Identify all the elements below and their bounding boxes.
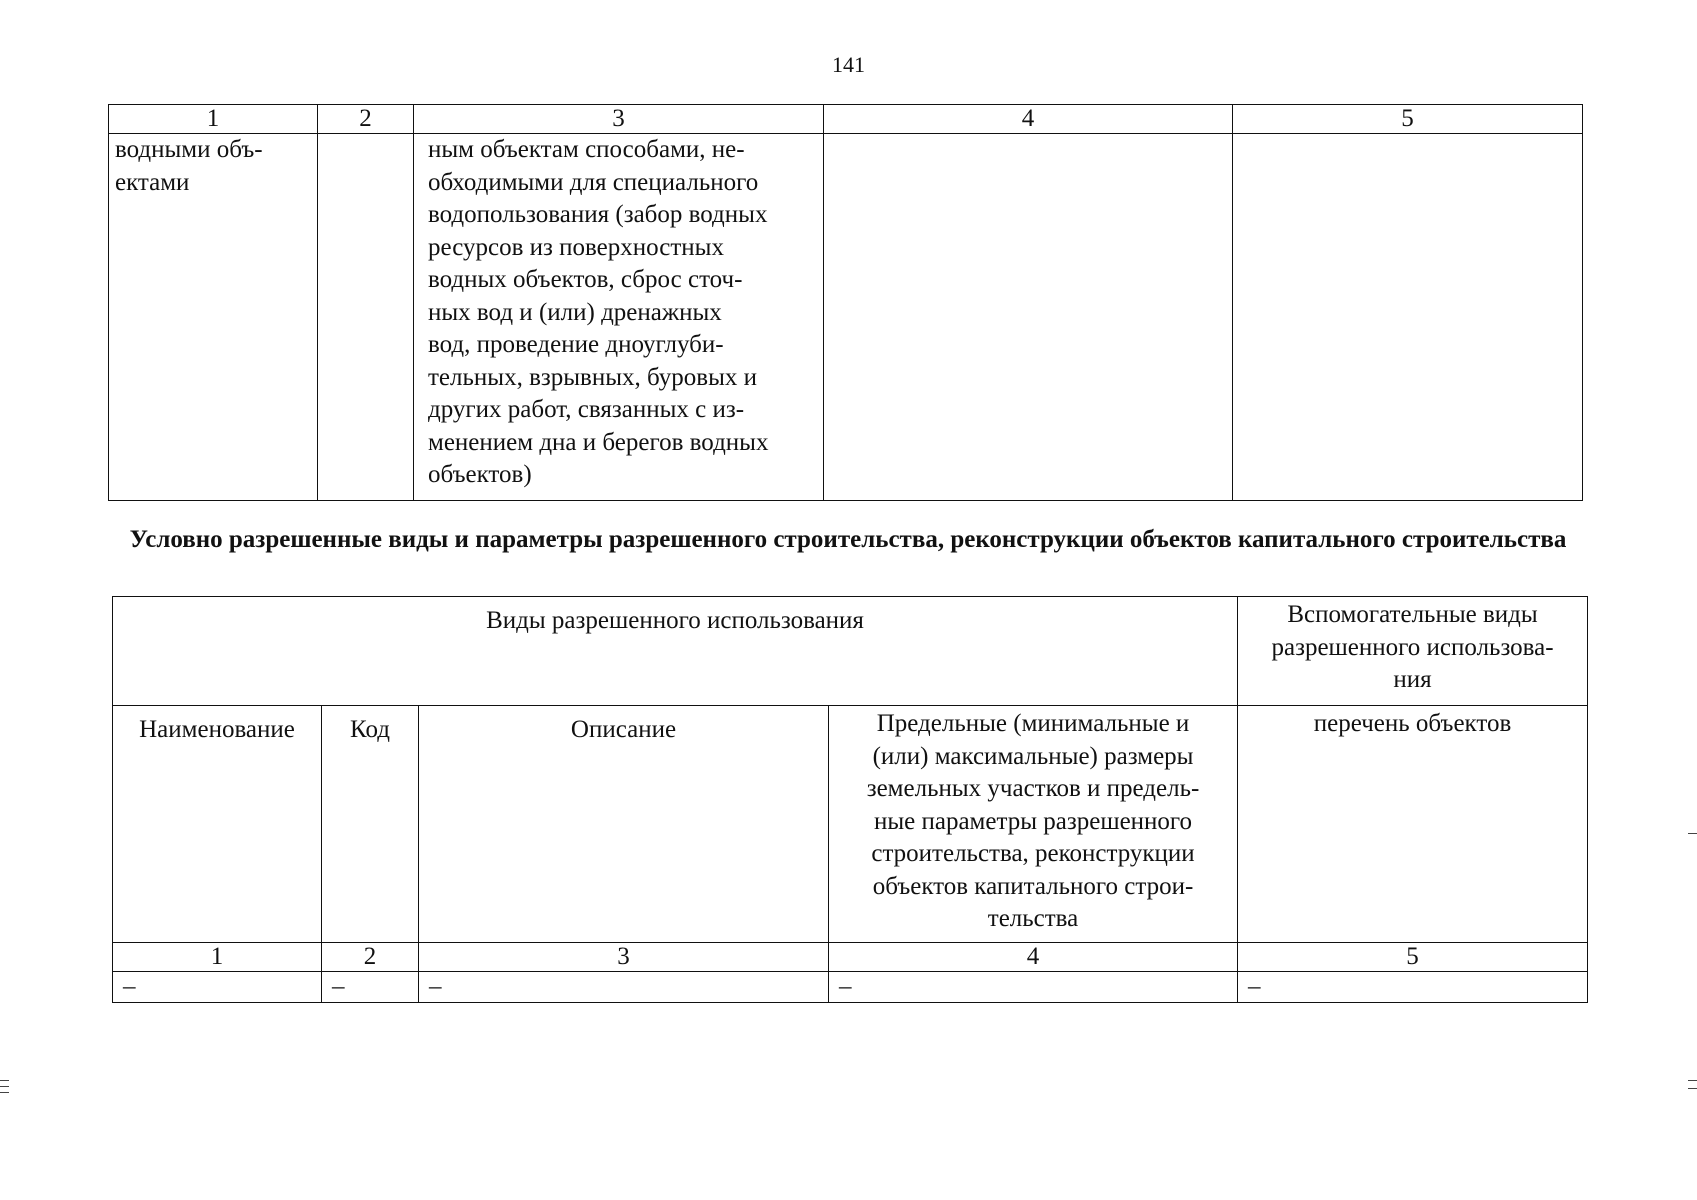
scan-mark bbox=[1688, 833, 1697, 834]
description-cell bbox=[414, 134, 824, 501]
page-number: 141 bbox=[832, 52, 865, 77]
cell-line: обходимыми для специального bbox=[428, 168, 759, 196]
scan-mark bbox=[0, 1086, 9, 1087]
table-row bbox=[109, 134, 1583, 501]
column-number: 2 bbox=[322, 943, 419, 972]
cell-line: водопользования (забор водных bbox=[428, 201, 768, 228]
cell-line: тельных, взрывных, буровых и bbox=[428, 363, 758, 391]
table-row bbox=[113, 972, 1588, 1003]
code-cell bbox=[318, 134, 414, 501]
group-header-row bbox=[113, 597, 1588, 706]
column-number: 4 bbox=[829, 943, 1238, 972]
column-number: 3 bbox=[419, 943, 829, 972]
cell-line: объектов) bbox=[428, 461, 532, 488]
column-number: 5 bbox=[1233, 105, 1583, 134]
header-line: объектов капитального строи- bbox=[872, 872, 1194, 900]
empty-value-cell: – bbox=[1238, 972, 1588, 1003]
name-cell bbox=[109, 134, 318, 501]
description-header: Описание bbox=[419, 706, 829, 943]
scan-mark bbox=[1688, 1080, 1697, 1081]
header-line: строительства, реконструкции bbox=[871, 840, 1195, 867]
column-number: 4 bbox=[824, 105, 1233, 134]
header-line: разрешенного использова- bbox=[1271, 633, 1554, 661]
scan-mark bbox=[0, 1092, 9, 1093]
name-header: Наименование bbox=[113, 706, 322, 943]
cell-line: ным объектам способами, не- bbox=[428, 136, 745, 163]
permitted-use-header: Виды разрешенного использования bbox=[113, 597, 1238, 706]
aux-use-header bbox=[1238, 597, 1588, 706]
section-heading: Условно разрешенные виды и параметры разрешенного строительства, реконструкции объектов капитального строительства bbox=[129, 526, 1567, 553]
header-line: Предельные (минимальные и bbox=[876, 710, 1190, 737]
cell-line: менением дна и берегов водных bbox=[428, 428, 769, 456]
params-cell bbox=[824, 134, 1233, 501]
objects-header: перечень объектов bbox=[1238, 706, 1588, 943]
column-number: 1 bbox=[109, 105, 318, 134]
column-header-row bbox=[113, 706, 1588, 943]
header-line: (или) максимальные) размеры bbox=[872, 742, 1194, 770]
continued-table bbox=[108, 104, 1583, 501]
column-number: 3 bbox=[414, 105, 824, 134]
column-number: 1 bbox=[113, 943, 322, 972]
conditional-use-table bbox=[112, 596, 1588, 1003]
empty-value-cell: – bbox=[322, 972, 419, 1003]
cell-line: ресурсов из поверхностных bbox=[428, 233, 724, 261]
header-line: ния bbox=[1393, 666, 1432, 693]
cell-line: ных вод и (или) дренажных bbox=[428, 298, 722, 326]
header-line: тельства bbox=[987, 905, 1079, 932]
empty-value-cell: – bbox=[829, 972, 1238, 1003]
empty-value-cell: – bbox=[113, 972, 322, 1003]
cell-line: вод, проведение дноуглуби- bbox=[428, 331, 724, 358]
column-number-row bbox=[109, 105, 1583, 134]
header-line: земельных участков и предель- bbox=[866, 775, 1200, 802]
column-number-row bbox=[113, 943, 1588, 972]
header-line: ные параметры разрешенного bbox=[873, 807, 1193, 835]
header-line: Вспомогательные виды bbox=[1287, 601, 1538, 628]
cell-line: водных объектов, сброс сточ- bbox=[428, 266, 743, 293]
cell-line: водными объ- bbox=[115, 136, 263, 163]
cell-line: других работ, связанных с из- bbox=[428, 396, 745, 423]
params-header bbox=[829, 706, 1238, 943]
scan-mark bbox=[1688, 1088, 1697, 1089]
scan-mark bbox=[0, 1080, 9, 1081]
column-number: 5 bbox=[1238, 943, 1588, 972]
code-header: Код bbox=[322, 706, 419, 943]
empty-value-cell: – bbox=[419, 972, 829, 1003]
objects-cell bbox=[1233, 134, 1583, 501]
cell-line: ектами bbox=[115, 168, 190, 196]
column-number: 2 bbox=[318, 105, 414, 134]
